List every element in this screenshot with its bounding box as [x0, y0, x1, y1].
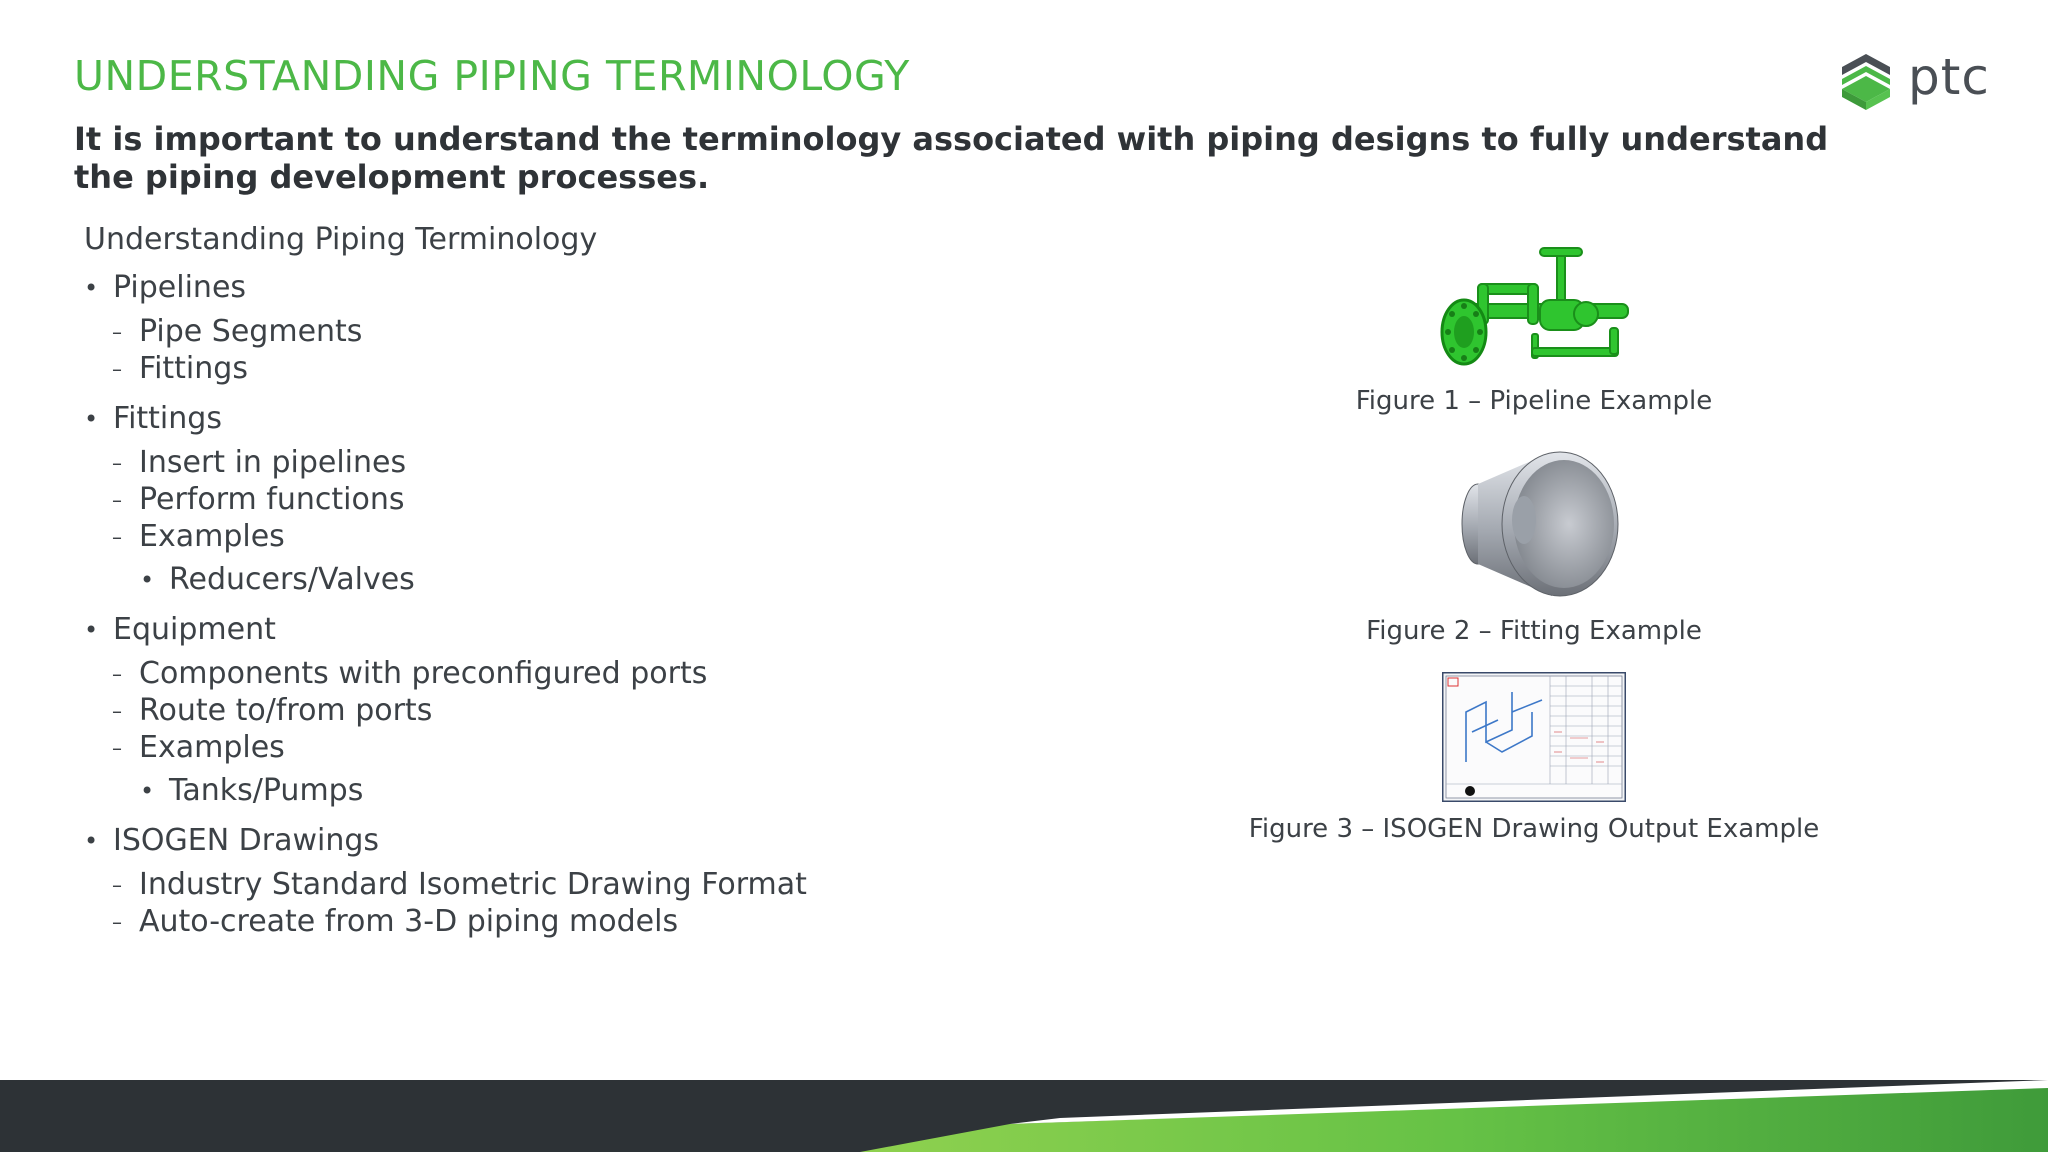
- dash-icon: –: [112, 910, 122, 934]
- dash-icon: –: [112, 699, 122, 723]
- figure-caption: Figure 2 – Fitting Example: [1366, 616, 1702, 646]
- subitem-label: Tanks/Pumps: [169, 773, 364, 808]
- dash-icon: –: [112, 357, 122, 381]
- isogen-drawing-figure: [1442, 672, 1626, 802]
- dash-icon: –: [112, 525, 122, 549]
- section-label: Pipelines: [113, 270, 247, 305]
- dash-icon: –: [112, 488, 122, 512]
- bullet-icon: •: [140, 566, 155, 594]
- item-label: Insert in pipelines: [139, 445, 407, 480]
- item-label: Auto-create from 3-D piping models: [139, 904, 679, 939]
- reducer-fitting-figure: [1452, 448, 1622, 600]
- dash-icon: –: [112, 451, 122, 475]
- outline-heading: Understanding Piping Terminology: [84, 222, 598, 257]
- item-label: Industry Standard Isometric Drawing Format: [139, 867, 807, 902]
- ptc-cube-icon: [1838, 52, 1894, 112]
- ptc-logo-text: ptc: [1908, 48, 1990, 106]
- figure-caption: Figure 3 – ISOGEN Drawing Output Example: [1248, 814, 1820, 844]
- bullet-icon: •: [84, 274, 99, 302]
- pipeline-figure: [1440, 244, 1630, 374]
- slide-subtitle: It is important to understand the terminology associated with piping designs to fully understand the piping development processes.: [74, 120, 1829, 196]
- footer-bar: [0, 1080, 2048, 1152]
- item-label: Fittings: [139, 351, 248, 386]
- dash-icon: –: [112, 320, 122, 344]
- flange-icon: [1442, 300, 1486, 364]
- bullet-icon: •: [84, 616, 99, 644]
- section-label: ISOGEN Drawings: [113, 823, 380, 858]
- item-label: Examples: [139, 730, 285, 765]
- bullet-icon: •: [140, 777, 155, 805]
- bullet-icon: •: [84, 827, 99, 855]
- dash-icon: –: [112, 662, 122, 686]
- section-label: Equipment: [113, 612, 276, 647]
- item-label: Route to/from ports: [139, 693, 433, 728]
- ptc-logo: [1838, 50, 1994, 112]
- item-label: Pipe Segments: [139, 314, 363, 349]
- subitem-label: Reducers/Valves: [169, 562, 415, 597]
- bullet-icon: •: [84, 405, 99, 433]
- dash-icon: –: [112, 736, 122, 760]
- item-label: Perform functions: [139, 482, 405, 517]
- slide-title: UNDERSTANDING PIPING TERMINOLOGY: [74, 52, 910, 100]
- section-label: Fittings: [113, 401, 222, 436]
- dash-icon: –: [112, 873, 122, 897]
- figure-caption: Figure 1 – Pipeline Example: [1355, 386, 1713, 416]
- item-label: Components with preconfigured ports: [139, 656, 708, 691]
- item-label: Examples: [139, 519, 285, 554]
